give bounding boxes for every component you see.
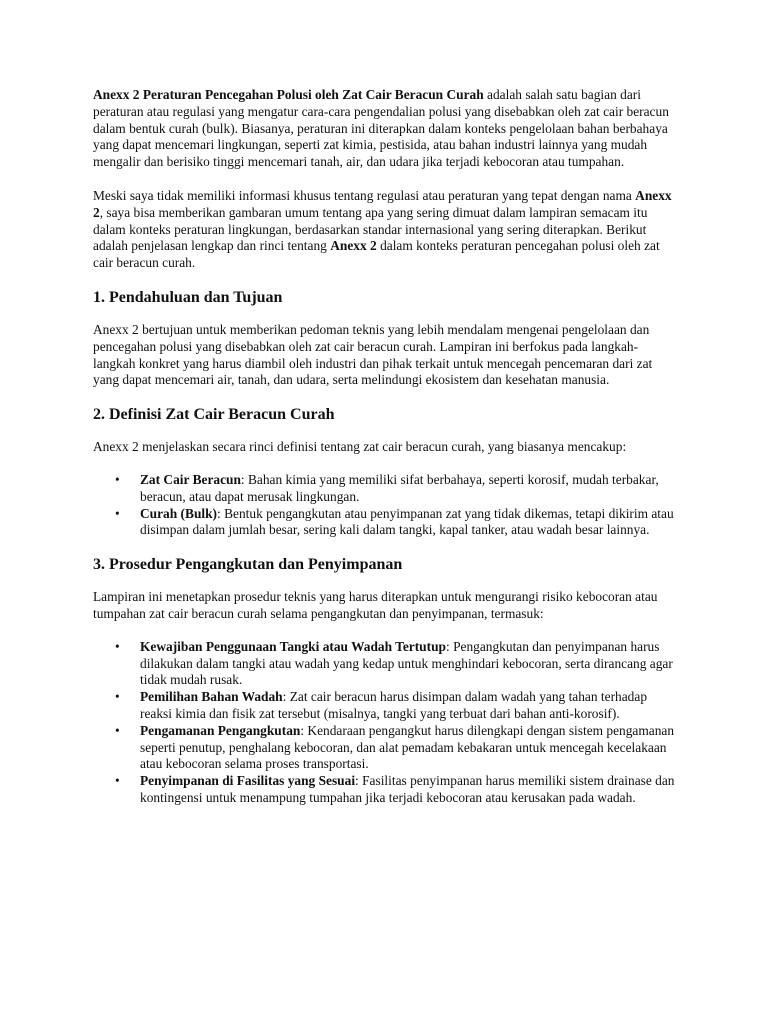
list-item-term: Pengamanan Pengangkutan xyxy=(140,722,301,738)
context-text-3: dalam konteks peraturan pencegahan polusi oleh zat cair beracun curah. xyxy=(93,238,660,271)
list-item-desc: : Bentuk pengangkutan atau penyimpanan zat yang tidak dikemas, tetapi dikirim atau disimpan dalam jumlah besar, sering kali dalam tangki, kapal tanker, atau wadah besar lainnya. xyxy=(140,505,674,538)
context-bold-2: Anexx 2 xyxy=(330,238,377,254)
list-item xyxy=(140,639,678,689)
list-item-term: Pemilihan Bahan Wadah xyxy=(140,689,283,705)
list-item-desc: : Zat cair beracun harus disimpan dalam wadah yang tahan terhadap reaksi kimia dan fisik zat tersebut (misalnya, tangki yang terbuat dari bahan anti-korosif). xyxy=(140,689,648,721)
list-item-term: Kewajiban Penggunaan Tangki atau Wadah Tertutup xyxy=(140,638,446,654)
list-item-desc: : Pengangkutan dan penyimpanan harus dilakukan dalam tangki atau wadah yang kedap untuk menghindari kebocoran, serta dirancang agar tidak mudah rusak. xyxy=(140,638,673,688)
list-item-desc: : Fasilitas penyimpanan harus memiliki sistem drainase dan kontingensi untuk menampung tumpahan jika terjadi kebocoran atau kerusakan pada wadah. xyxy=(140,773,675,805)
intro-paragraph xyxy=(93,87,678,171)
section3-body: Lampiran ini menetapkan prosedur teknis yang harus diterapkan untuk mengurangi risiko kebocoran atau tumpahan zat cair beracun curah selama pengangkutan dan penyimpanan, termasuk: xyxy=(93,589,658,621)
list-item-term: Penyimpanan di Fasilitas yang Sesuai xyxy=(140,773,356,789)
context-text-2: , saya bisa memberikan gambaran umum tentang apa yang sering dimuat dalam lampiran semacam itu dalam konteks peraturan lingkungan, berdasarkan standar internasional yang sering diterapkan. Berikut adalah penjelasan lengkap dan rinci tentang xyxy=(93,204,648,254)
list-item xyxy=(140,506,678,540)
section1-heading: 1. Pendahuluan dan Tujuan xyxy=(93,288,283,306)
section3-list xyxy=(93,639,678,807)
section2-list xyxy=(93,472,678,539)
section2-heading: 2. Definisi Zat Cair Beracun Curah xyxy=(93,406,335,424)
section3-heading: 3. Prosedur Pengangkutan dan Penyimpanan xyxy=(93,556,403,574)
list-item-desc: : Kendaraan pengangkut harus dilengkapi dengan sistem pengamanan seperti penutup, penghalang kebocoran, dan alat pemadam kebakaran untuk mencegah kecelakaan atau kebocoran selama proses transportasi. xyxy=(140,722,675,772)
list-item xyxy=(140,773,678,807)
list-item xyxy=(140,689,678,723)
list-item xyxy=(140,723,678,773)
intro-text: adalah salah satu bagian dari peraturan atau regulasi yang mengatur cara-cara pengendalian polusi yang disebabkan oleh zat cair beracun dalam bentuk curah (bulk). Biasanya, peraturan ini diterapkan dalam konteks pengelolaan bahan berbahaya yang dapat mencemari lingkungan, seperti zat kimia, pestisida, atau bahan industri lainnya yang mudah mengalir dan berisiko tinggi mencemari tanah, air, dan udara jika terjadi kebocoran atau tumpahan. xyxy=(93,87,669,170)
list-item-desc: : Bahan kimia yang memiliki sifat berbahaya, seperti korosif, mudah terbakar, beracun, atau dapat merusak lingkungan. xyxy=(140,471,659,504)
context-bold-1: Anexx 2 xyxy=(93,187,672,220)
section1-body: Anexx 2 bertujuan untuk memberikan pedoman teknis yang lebih mendalam mengenai pengelolaan dan pencegahan polusi yang disebabkan oleh zat cair beracun curah. Lampiran ini berfokus pada langkah-langkah konkret yang harus diambil oleh industri dan pihak terkait untuk mencegah pencemaran dari zat yang dapat mencemari air, tanah, dan udara, serta melindungi ekosistem dan kesehatan manusia. xyxy=(93,321,653,388)
intro-title: Anexx 2 Peraturan Pencegahan Polusi oleh Zat Cair Beracun Curah xyxy=(93,87,484,102)
list-item-term: Curah (Bulk) xyxy=(140,505,218,521)
context-text-1: Meski saya tidak memiliki informasi khusus tentang regulasi atau peraturan yang tepat dengan nama xyxy=(93,187,636,203)
list-item-term: Zat Cair Beracun xyxy=(140,471,241,487)
section2-body: Anexx 2 menjelaskan secara rinci definisi tentang zat cair beracun curah, yang biasanya mencakup: xyxy=(93,439,627,455)
list-item xyxy=(140,472,678,506)
context-paragraph xyxy=(93,188,678,272)
